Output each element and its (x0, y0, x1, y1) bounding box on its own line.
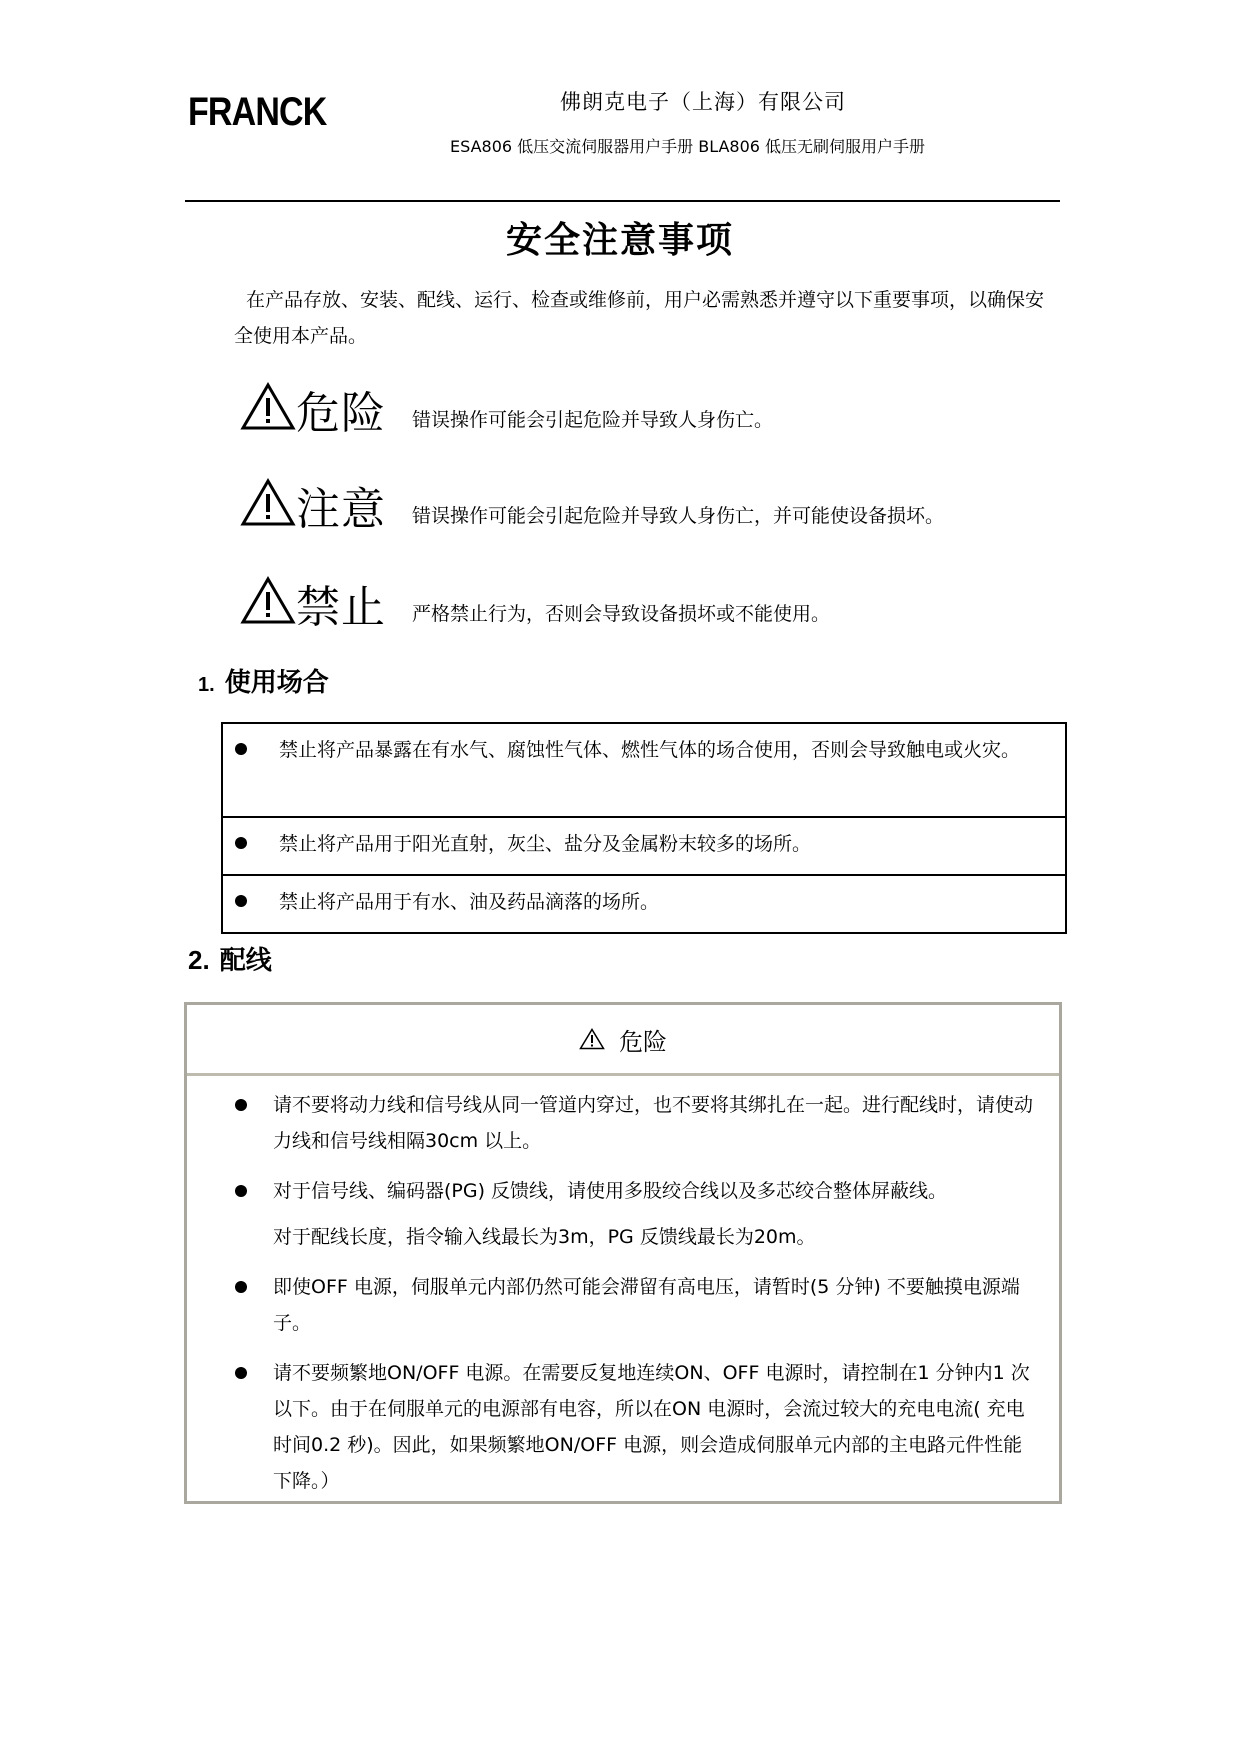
list-item-note: 对于配线长度，指令输入线最长为3m，PG 反馈线最长为20m。 (273, 1226, 816, 1248)
intro-paragraph: 在产品存放、安装、配线、运行、检查或维修前，用户必需熟悉并遵守以下重要事项，以确保安全使用本产品。 (234, 289, 1045, 347)
warning-triangle-icon (579, 1028, 605, 1050)
section-number: 2. (188, 945, 210, 975)
warning-label: 注意 (296, 484, 386, 535)
danger-box-header (187, 1005, 1059, 1076)
section-title: 使用场合 (224, 668, 329, 698)
table-row (223, 724, 1065, 816)
bullet-icon (235, 837, 247, 849)
list-item-text: 请不要将动力线和信号线从同一管道内穿过，也不要将其绑扎在一起。进行配线时，请使动力线和信号线相隔30cm 以上。 (273, 1094, 1034, 1152)
table-cell-text: 禁止将产品暴露在有水气、腐蚀性气体、燃性气体的场合使用，否则会导致触电或火灾。 (279, 739, 1021, 761)
table-row (223, 874, 1065, 932)
bullet-icon (235, 895, 247, 907)
warning-label: 禁止 (296, 582, 386, 633)
danger-box-title: 危险 (619, 1027, 667, 1056)
company-logo: FRANCK (188, 90, 327, 134)
warning-description: 严格禁止行为，否则会导致设备损坏或不能使用。 (412, 603, 831, 625)
table-cell-text: 禁止将产品用于阳光直射，灰尘、盐分及金属粉末较多的场所。 (279, 833, 812, 855)
list-item (227, 1269, 1039, 1341)
warning-description: 错误操作可能会引起危险并导致人身伤亡，并可能使设备损坏。 (412, 505, 945, 527)
table-row (223, 816, 1065, 874)
manual-subtitle: ESA806 低压交流伺服器用户手册 BLA806 低压无刷伺服用户手册 (450, 137, 926, 156)
section-heading-wiring (188, 940, 272, 977)
list-item-text: 请不要频繁地ON/OFF 电源。在需要反复地连续ON、OFF 电源时，请控制在1 分钟内1 次以下。由于在伺服单元的电源部有电容，所以在ON 电源时，会流过较大的充电电流( 充电时间0.2 秒)。因此，如果频繁地ON/OFF 电源，则会造成伺服单元内部的主电路元件性能下降。） (273, 1362, 1030, 1492)
bullet-icon (235, 1367, 247, 1379)
table-cell-text: 禁止将产品用于有水、油及药品滴落的场所。 (279, 891, 660, 913)
company-name: 佛朗克电子（上海）有限公司 (560, 90, 846, 114)
warning-triangle-icon (240, 382, 296, 432)
bullet-icon (235, 743, 247, 755)
section-title: 配线 (219, 946, 272, 976)
warning-triangle-icon (240, 576, 296, 626)
bullet-icon (235, 1099, 247, 1111)
list-item (227, 1173, 1039, 1255)
wiring-danger-list (227, 1087, 1039, 1513)
page-title: 安全注意事项 (505, 219, 734, 261)
list-item-text: 对于信号线、编码器(PG) 反馈线，请使用多股绞合线以及多芯绞合整体屏蔽线。 (273, 1180, 948, 1202)
bullet-icon (235, 1281, 247, 1293)
list-item (227, 1087, 1039, 1159)
wiring-danger-box (184, 1002, 1062, 1504)
warning-legend-caution (240, 468, 944, 538)
section-heading-usage (198, 662, 329, 699)
header-divider (185, 200, 1060, 202)
warning-triangle-icon (240, 478, 296, 528)
list-item-text: 即使OFF 电源，伺服单元内部仍然可能会滞留有高电压，请暂时(5 分钟) 不要触摸电源端子。 (273, 1276, 1020, 1334)
bullet-icon (235, 1185, 247, 1197)
section-number: 1. (198, 674, 215, 696)
usage-conditions-table (221, 722, 1067, 934)
warning-description: 错误操作可能会引起危险并导致人身伤亡。 (412, 409, 774, 431)
warning-legend-prohibited (240, 566, 830, 636)
warning-legend-danger (240, 372, 773, 442)
warning-label: 危险 (296, 388, 386, 439)
list-item (227, 1355, 1039, 1499)
